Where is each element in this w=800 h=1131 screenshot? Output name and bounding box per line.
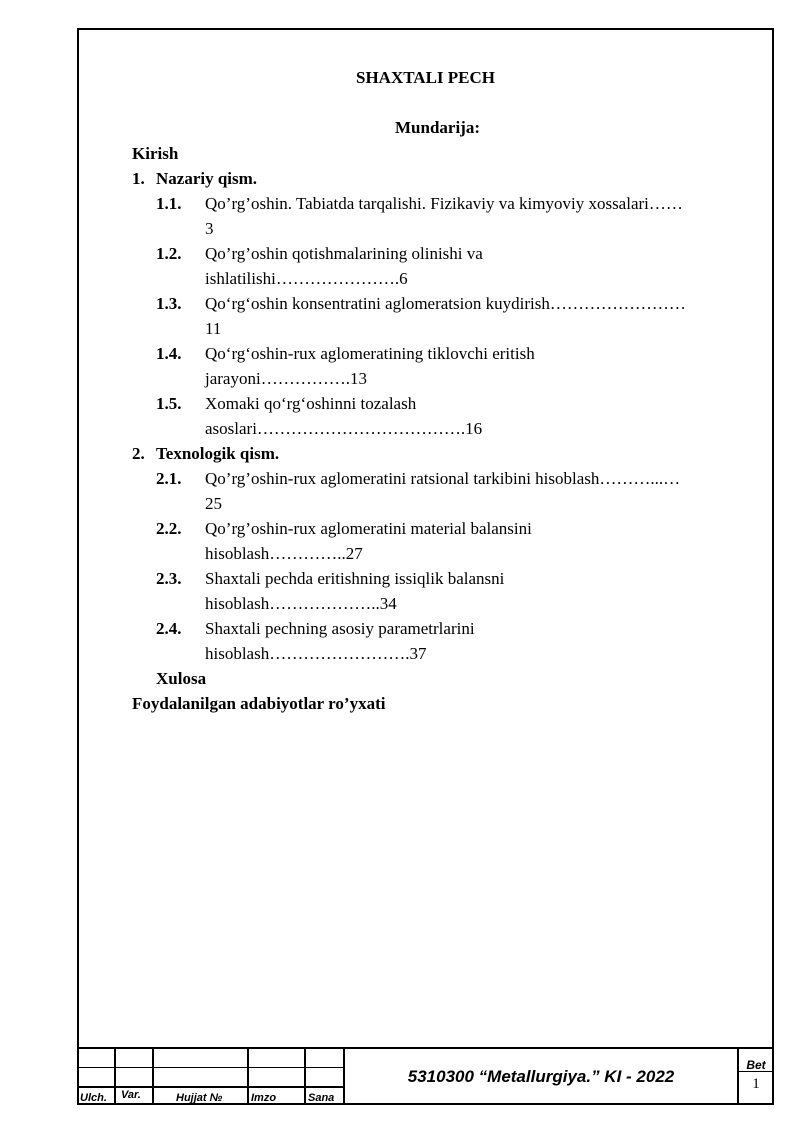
- stamp-divider: [304, 1047, 306, 1105]
- toc-item-line: Shaxtali pechning asosiy parametrlarini: [205, 619, 475, 638]
- toc-item-line: 25: [205, 494, 222, 513]
- toc-section-number: 2.: [132, 444, 145, 463]
- toc-item-1-5: [132, 391, 742, 441]
- toc-item-line: Xomaki qo‘rg‘oshinni tozalash: [205, 394, 417, 413]
- toc-references: Foydalanilgan adabiyotlar ro’yxati: [132, 694, 386, 713]
- stamp-grid-line: [77, 1067, 343, 1068]
- stamp-divider: [247, 1047, 249, 1105]
- toc-item-number: 1.3.: [156, 294, 182, 313]
- stamp-label-imzo: Imzo: [251, 1092, 277, 1104]
- toc-item-number: 1.1.: [156, 194, 182, 213]
- stamp-label-sana: Sana: [308, 1092, 335, 1104]
- toc-section-1: [132, 166, 742, 191]
- toc-item-1-2: [132, 241, 742, 291]
- toc-item-line: Qo‘rg‘oshin konsentratini aglomeratsion kuydirish……………………: [205, 294, 686, 313]
- toc-item-line: Qo’rg’oshin-rux aglomeratini ratsional tarkibini hisoblash………...…: [205, 469, 681, 488]
- stamp-label-var: Var.: [121, 1089, 141, 1101]
- page-label: Bet: [746, 1058, 766, 1072]
- toc-item-1-3: [132, 291, 742, 341]
- stamp-top-border: [77, 1047, 774, 1049]
- toc-item-2-4: [132, 616, 742, 666]
- toc-item-line: 3: [205, 219, 214, 238]
- stamp-label-ulch: Ulch.: [80, 1092, 107, 1104]
- toc-item-line: jarayoni…………….13: [205, 369, 367, 388]
- toc-item-2-1: [132, 466, 742, 516]
- toc-item-line: Qo‘rg‘oshin-rux aglomeratining tiklovchi eritish: [205, 344, 535, 363]
- stamp-grid-line: [77, 1086, 343, 1088]
- toc-item-1-1: [132, 191, 742, 241]
- toc-item-2-3: [132, 566, 742, 616]
- stamp-divider: [152, 1047, 154, 1105]
- title-block-stamp: [77, 1047, 774, 1105]
- page-number: 1: [752, 1076, 760, 1092]
- toc-item-number: 2.3.: [156, 569, 182, 588]
- toc-item-2-2: [132, 516, 742, 566]
- page-content: [77, 28, 774, 1048]
- toc-item-line: asoslari……………………………….16: [205, 419, 483, 438]
- toc-item-line: Qo’rg’oshin. Tabiatda tarqalishi. Fizikaviy va kimyoviy xossalari……: [205, 194, 683, 213]
- toc-item-line: hisoblash…………..27: [205, 544, 363, 563]
- toc-section-label: Nazariy qism.: [156, 169, 258, 188]
- toc-section-label: Texnologik qism.: [156, 444, 280, 463]
- toc-section-2: [132, 441, 742, 466]
- toc-item-line: ishlatilishi………………….6: [205, 269, 408, 288]
- toc-intro: Kirish: [132, 144, 179, 163]
- stamp-divider: [114, 1047, 116, 1105]
- toc-item-line: 11: [205, 319, 222, 338]
- toc-item-line: Qo’rg’oshin qotishmalarining olinishi va: [205, 244, 483, 263]
- toc-item-number: 1.4.: [156, 344, 182, 363]
- toc-item-line: Qo’rg’oshin-rux aglomeratini material balansini: [205, 519, 532, 538]
- toc-item-number: 1.2.: [156, 244, 182, 263]
- toc-item-line: hisoblash………………..34: [205, 594, 397, 613]
- toc-item-number: 2.4.: [156, 619, 182, 638]
- toc-item-number: 1.5.: [156, 394, 182, 413]
- document-title: SHAXTALI PECH: [355, 68, 495, 87]
- stamp-label-hujjat: Hujjat №: [176, 1092, 223, 1104]
- toc-item-number: 2.2.: [156, 519, 182, 538]
- toc-item-line: Shaxtali pechda eritishning issiqlik balansni: [205, 569, 505, 588]
- toc-conclusion: Xulosa: [156, 669, 207, 688]
- document-code: 5310300 “Metallurgiya.” KI - 2022: [407, 1067, 675, 1086]
- toc-item-line: hisoblash…………………….37: [205, 644, 427, 663]
- toc-item-number: 2.1.: [156, 469, 182, 488]
- table-of-contents: [132, 141, 742, 716]
- toc-heading: Mundarija:: [395, 118, 480, 137]
- toc-section-number: 1.: [132, 169, 145, 188]
- toc-item-1-4: [132, 341, 742, 391]
